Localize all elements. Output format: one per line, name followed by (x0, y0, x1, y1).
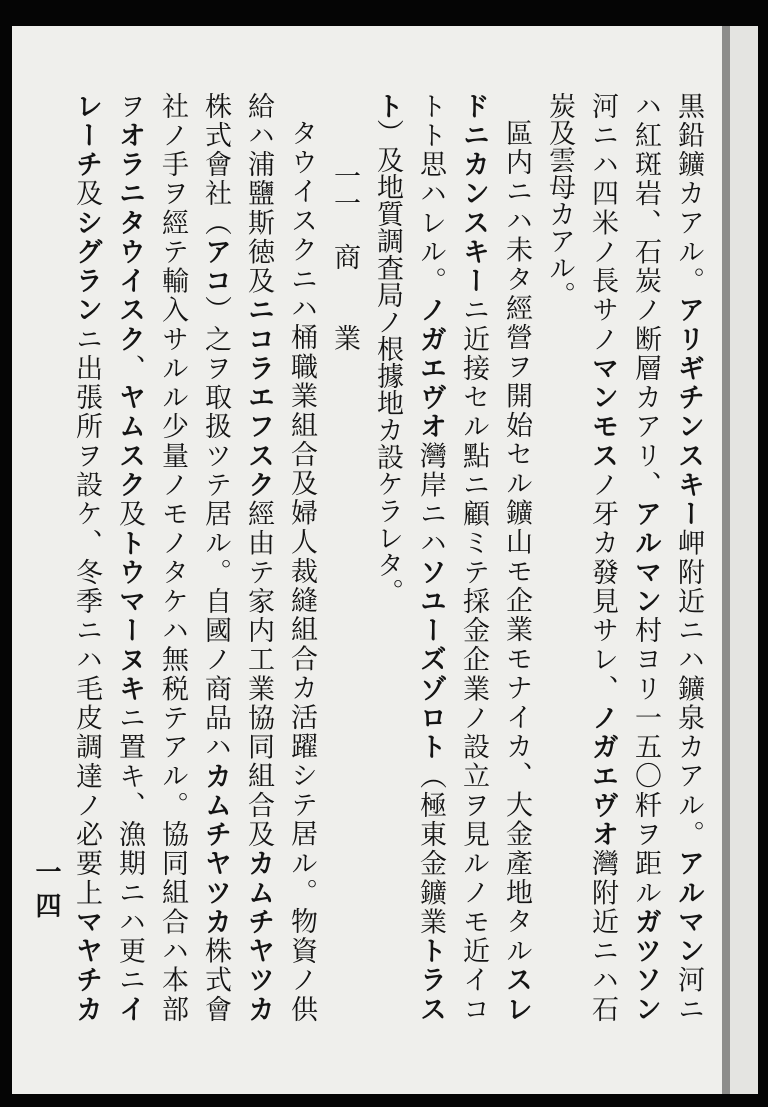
emphasized-text: オラニタウイスク (114, 121, 145, 355)
text-run: 經由テ家内工業協同組合及 (243, 499, 274, 850)
text-run: 株式會 (200, 936, 231, 1023)
text-run: ニ近接セル點ニ顧ミテ採金企業ノ設立ヲ見ルノモ近イコ (458, 295, 489, 1023)
text-column (409, 92, 452, 1022)
text-run: ノ牙カ發見サレ、 (587, 470, 618, 704)
emphasized-text: ノガエヴオ (415, 295, 446, 442)
emphasized-text: ノガエヴオ (587, 703, 618, 850)
text-run: ニ置キ、漁期ニハ更ニ (114, 703, 145, 996)
text-column (538, 92, 581, 1022)
text-run: 社ノ手ヲ經テ輸入サルル少量ノモノタケハ無税テアル。協同組合ハ本部 (157, 92, 188, 1022)
text-run: 河ニ (673, 965, 704, 1023)
text-column (366, 92, 409, 1022)
emphasized-text: ヤムスク (114, 383, 145, 500)
emphasized-text: ドニカンスキー (458, 92, 489, 296)
text-run: 黒鉛鑛カアル。 (673, 92, 704, 296)
emphasized-text: アリギチンスキー (673, 295, 704, 529)
text-column (108, 92, 151, 1022)
emphasized-text: カムチヤツカ (243, 849, 274, 1023)
text-column (194, 92, 237, 1022)
text-run: 區内ニハ未タ經營ヲ開始セル鑛山モ企業モナイカ、大金產地タル (501, 119, 532, 966)
text-column (452, 92, 495, 1022)
text-column (667, 92, 710, 1022)
emphasized-text: スレ (501, 965, 532, 1023)
emphasized-text: レーチ (71, 92, 102, 180)
text-run: ハ紅斑岩、石炭ノ断層カアリ、 (630, 92, 661, 500)
page-edge (722, 26, 730, 1094)
text-run: トト思ハレル。 (415, 92, 446, 296)
text-column (151, 92, 194, 1022)
paragraph-3 (65, 92, 323, 1022)
text-run: 及 (114, 499, 145, 529)
text-run: 灣岸ニハ (415, 441, 446, 559)
emphasized-text: ニコラエフスク (243, 295, 274, 500)
emphasized-text: カムチヤツカ (200, 762, 231, 937)
emphasized-text: シグラン (71, 208, 102, 326)
text-run: タウイスクニハ桶職業組合及婦人裁縫組合カ活躍シテ居ル。物資ノ供 (286, 119, 317, 1022)
text-column (581, 92, 624, 1022)
text-run: 炭及雲母カアル。 (544, 92, 575, 308)
paragraph-1 (538, 92, 710, 1022)
page-number: 一四 (31, 858, 61, 926)
text-run: 株式會社（ (200, 92, 231, 238)
paragraph-2 (366, 92, 538, 1022)
text-column (495, 92, 538, 1022)
emphasized-text: マヤチカ (71, 907, 102, 1023)
emphasized-text: ソユーズゾロト (415, 558, 446, 762)
text-run: ）及地質調査局ノ根據地カ設ケラレタ。 (372, 119, 403, 605)
text-run: 岬附近ニハ鑛泉カアル。 (673, 528, 704, 850)
text-run: 灣附近ニハ石 (587, 849, 618, 1023)
text-column (280, 92, 323, 1022)
text-run: 河ニハ四米ノ長サノ (587, 92, 618, 355)
emphasized-text: アコ (200, 237, 231, 296)
emphasized-text: アルマン (673, 849, 704, 966)
adjacent-page-strip (730, 26, 758, 1094)
text-run: ニ出張所ヲ設ケ、冬季ニハ毛皮調達ノ必要上 (71, 325, 102, 908)
emphasized-text: イ (114, 995, 145, 1023)
text-column (624, 92, 667, 1022)
text-run: 及 (71, 179, 102, 209)
section-heading: 一一 商 業 (329, 162, 360, 351)
emphasized-text: ガツソン (630, 907, 661, 1023)
text-run: 、 (114, 354, 145, 384)
emphasized-text: トラス (415, 936, 446, 1023)
text-run: （極東金鑛業 (415, 762, 446, 937)
text-run: 給ハ浦鹽斯徳及 (243, 92, 274, 296)
text-column (65, 92, 108, 1022)
emphasized-text: マンモス (587, 354, 618, 471)
text-run: ）之ヲ取扱ツテ居ル。自國ノ商品ハ (200, 295, 231, 762)
text-run: 村ヨリ一五〇粁ヲ距ル (630, 616, 661, 908)
emphasized-text: アルマン (630, 499, 661, 617)
vertical-text-body (65, 92, 710, 1022)
text-column (237, 92, 280, 1022)
text-run: ヲ (114, 92, 145, 122)
emphasized-text: トウマーヌキ (114, 529, 145, 704)
emphasized-text: ト (372, 92, 403, 119)
